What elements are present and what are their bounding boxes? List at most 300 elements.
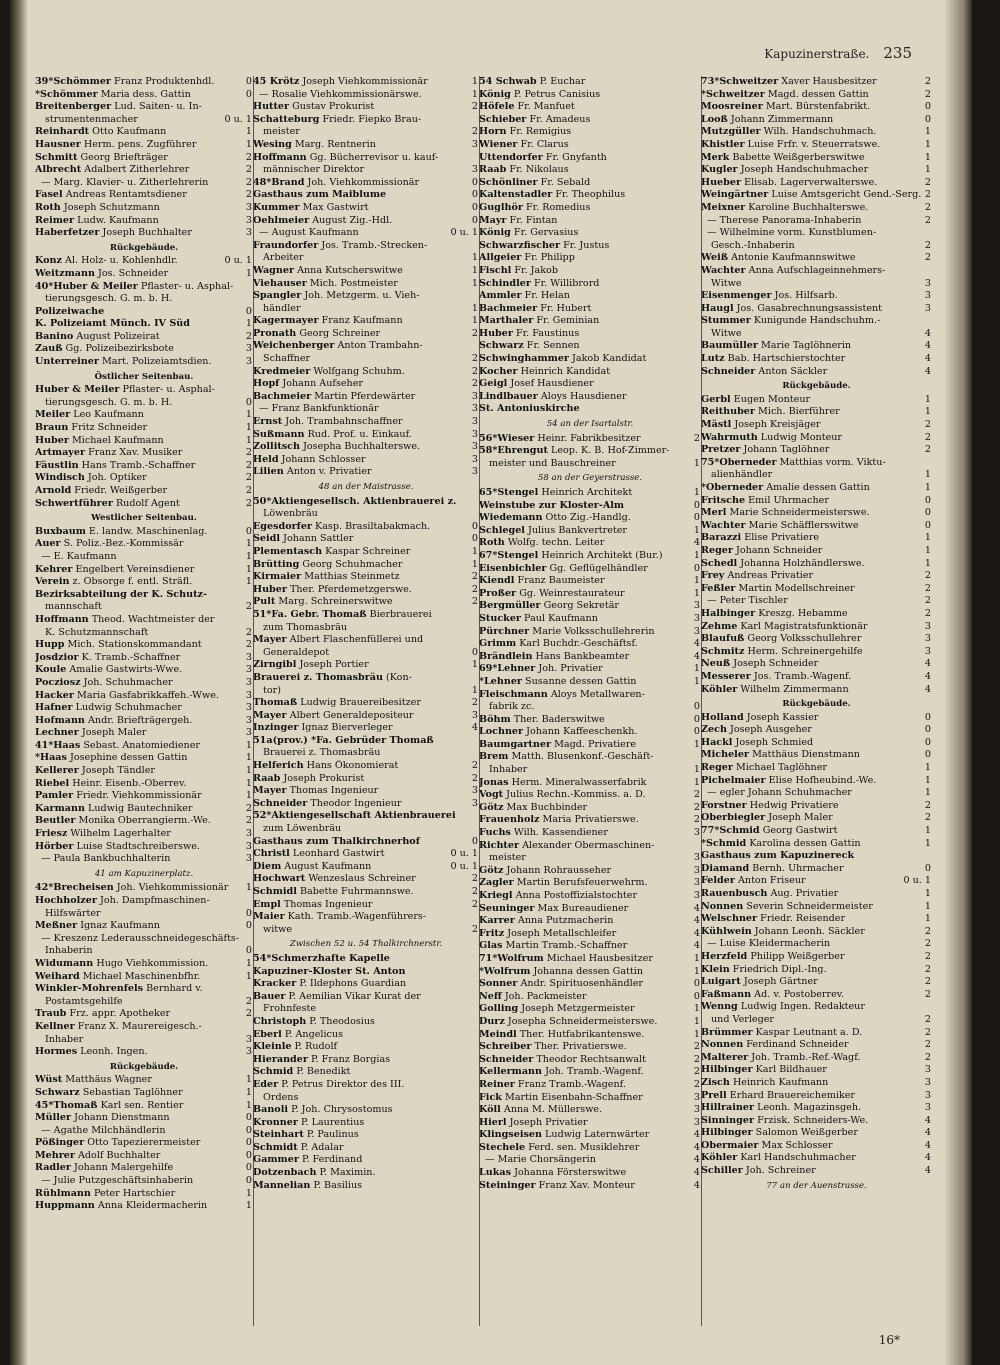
occupation: Max Buchbinder <box>506 801 588 813</box>
floor-number: 2 <box>924 582 931 594</box>
directory-entry <box>253 533 479 546</box>
floor-number: 0 <box>471 201 478 213</box>
resident-name: Fuchs <box>479 827 511 839</box>
resident-name: Schieber <box>479 113 527 125</box>
floor-number: 2 <box>471 760 478 772</box>
floor-number: 2 <box>245 447 252 459</box>
occupation: Heinrich Architekt <box>541 487 633 498</box>
directory-entry <box>701 1039 932 1052</box>
occupation: Fr. Faustinus <box>515 327 580 339</box>
resident-name: 39*Schömmer <box>35 76 111 87</box>
resident-name: Baumgartner <box>479 738 551 750</box>
floor-number: 3 <box>693 1104 700 1116</box>
entry-continuation <box>253 747 479 760</box>
directory-entry <box>701 658 932 671</box>
directory-entry <box>479 126 701 139</box>
resident-name: Schiller <box>701 1165 743 1177</box>
occupation: Pflaster- u. Asphal- <box>140 280 234 292</box>
continuation-text: Löwenbräu <box>263 508 318 520</box>
floor-number: 0 <box>245 305 252 317</box>
occupation: Luise Amtsgericht Gend.-Serg. <box>771 189 922 201</box>
resident-name: Held <box>253 453 279 465</box>
continuation-text: Schaffner <box>263 353 311 365</box>
floor-number: 2 <box>924 976 931 988</box>
floor-number: 3 <box>693 864 700 876</box>
directory-entry <box>35 447 253 460</box>
resident-name: *Schweitzer <box>701 88 765 100</box>
occupation: Otto Tapezierermeister <box>87 1137 201 1149</box>
occupation: Gg. Bücherrevisor u. kauf- <box>309 151 439 163</box>
directory-entry <box>253 609 479 622</box>
floor-number: 1 <box>245 563 252 575</box>
resident-name: Ernst <box>253 416 283 428</box>
directory-entry <box>35 1188 253 1201</box>
resident-name: *Oberneder <box>701 482 764 493</box>
occupation: Julius Bankvertreter <box>528 524 628 536</box>
resident-name: Klein <box>701 963 730 975</box>
resident-name: Pürchner <box>479 625 530 637</box>
directory-entry <box>253 697 479 710</box>
resident-name: K. Polizeiamt Münch. IV Süd <box>35 318 190 330</box>
occupation: P. Benedikt <box>296 1066 351 1078</box>
floor-number: 1 <box>245 538 252 550</box>
directory-entry <box>701 1027 932 1040</box>
directory-entry <box>253 1054 479 1067</box>
occupation: Fr. Sennen <box>526 340 580 352</box>
occupation: Babette Fuhrmannswe. <box>299 886 414 897</box>
floor-number: 3 <box>245 343 252 355</box>
directory-entry <box>253 710 479 723</box>
resident-name: Weichenberger <box>253 340 335 352</box>
resident-name: Roth <box>35 201 61 213</box>
resident-name: Felder <box>701 875 735 887</box>
resident-name: Unterreiner <box>35 356 99 368</box>
directory-entry <box>701 724 932 737</box>
floor-number: 1 <box>924 787 931 799</box>
occupation: Albert Generaldepositeur <box>289 709 414 721</box>
floor-number: 2 <box>924 1051 931 1063</box>
floor-number: 3 <box>924 1064 931 1076</box>
occupation: Bernhard v. <box>146 983 203 995</box>
directory-entry <box>253 672 479 685</box>
resident-name: Schreiber <box>479 1041 532 1053</box>
occupation: Amalie dessen Gattin <box>766 482 870 493</box>
directory-entry <box>253 1066 479 1079</box>
entry-continuation <box>479 764 701 777</box>
floor-number: 0 <box>471 520 478 532</box>
resident-name: 58*Ehrengut <box>479 445 548 457</box>
continuation-text: Postamtsgehilfe <box>45 995 123 1007</box>
resident-name: Fleischmann <box>479 688 548 700</box>
occupation: Joh. Viehkommissionär <box>307 176 420 188</box>
directory-entry <box>35 1150 253 1163</box>
directory-entry <box>701 838 932 851</box>
occupation: August Zig.-Hdl. <box>312 214 393 226</box>
resident-name: Schwarzfischer <box>479 239 561 251</box>
occupation: Mart. Bürstenfabrikt. <box>765 101 871 113</box>
directory-entry <box>479 940 701 953</box>
directory-entry <box>701 913 932 926</box>
occupation: Kreszg. Hebamme <box>758 607 848 619</box>
resident-name: Schwarz <box>479 340 524 352</box>
resident-name: Mannelian <box>253 1179 311 1191</box>
resident-name: Mutzgüller <box>701 126 761 138</box>
occupation: Frz. appr. Apotheker <box>69 1008 171 1020</box>
directory-entry <box>35 589 253 602</box>
directory-entry <box>479 600 701 613</box>
occupation: Ther. Hutfabrikantenswe. <box>519 1028 645 1040</box>
resident-name: König <box>479 88 511 100</box>
floor-number: 4 <box>924 683 931 695</box>
floor-number: 3 <box>471 453 478 465</box>
floor-number: 0 <box>471 176 478 188</box>
occupation: Fr. Gervasius <box>513 227 579 239</box>
occupation: Joseph Schmied <box>735 736 814 748</box>
occupation: Theodor Ingenieur <box>310 797 402 809</box>
directory-entry <box>35 268 253 281</box>
floor-number: 2 <box>471 697 478 709</box>
occupation: Joseph Metzgermeister <box>521 1003 635 1015</box>
directory-entry <box>479 240 701 253</box>
continuation-text: Inhaber <box>489 764 528 776</box>
directory-entry <box>479 265 701 278</box>
street-heading: Kapuzinerstraße. <box>764 47 870 61</box>
occupation: Leop. K. B. Hof-Zimmer- <box>550 445 670 457</box>
directory-entry <box>253 760 479 773</box>
resident-name: Hillrainer <box>701 1102 755 1114</box>
occupation: P. Petrus Direktor des III. <box>281 1078 405 1090</box>
floor-number: 3 <box>693 877 700 889</box>
directory-entry <box>35 639 253 652</box>
entry-continuation <box>253 685 479 698</box>
occupation: Wolfgang Schuhm. <box>313 365 405 377</box>
resident-name: Welschner <box>701 913 758 925</box>
occupation: Maria dess. Gattin <box>100 88 191 100</box>
entry-continuation <box>35 996 253 1009</box>
occupation: Jos. Schneider <box>98 267 169 279</box>
occupation: Fr. Helan <box>524 290 570 302</box>
directory-entry <box>479 890 701 903</box>
occupation: Joh. Schreiner <box>745 1165 816 1177</box>
occupation: Xaver Hausbesitzer <box>781 76 877 87</box>
page-edge-shadow <box>944 0 972 1365</box>
floor-number: 2 <box>924 799 931 811</box>
occupation: Andreas Privatier <box>727 570 814 582</box>
occupation: Fr. Nikolaus <box>509 164 569 176</box>
floor-number: 2 <box>471 886 478 897</box>
occupation: Jakob Kandidat <box>572 353 647 365</box>
directory-entry <box>701 671 932 684</box>
resident-name: Kracker <box>253 978 297 990</box>
family-member: — egler Johann Schuhmacher <box>707 787 852 799</box>
directory-entry <box>35 715 253 728</box>
entry-continuation <box>701 1014 932 1027</box>
resident-name: 48*Brand <box>253 176 305 188</box>
directory-entry <box>253 521 479 534</box>
occupation: Fr. Fintan <box>509 214 558 226</box>
floor-number: 1 <box>245 409 252 421</box>
resident-name: Hörber <box>35 840 74 852</box>
directory-entry <box>479 487 701 500</box>
occupation: Gg. Weinrestaurateur <box>519 587 625 599</box>
occupation: Joh. Metzgerm. u. Vieh- <box>304 290 420 302</box>
directory-entry <box>253 378 479 391</box>
resident-name: Diamand <box>701 862 750 874</box>
floor-number: 2 <box>245 459 252 471</box>
resident-name: Vogt <box>479 789 504 801</box>
occupation: Matth. Blusenkonf.-Geschäft- <box>511 751 654 763</box>
resident-name: Fraundorfer <box>253 239 319 251</box>
occupation: Bernh. Uhrmacher <box>752 862 844 874</box>
directory-entry <box>35 460 253 473</box>
floor-number: 3 <box>245 727 252 739</box>
floor-number: 2 <box>245 995 252 1007</box>
directory-entry <box>35 790 253 803</box>
floor-number: 1 <box>245 765 252 777</box>
floor-number: 2 <box>924 201 931 213</box>
occupation: Wenzeslaus Schreiner <box>308 873 416 885</box>
continuation-text: zum Thomasbräu <box>263 621 348 633</box>
directory-entry <box>479 1079 701 1092</box>
directory-entry <box>701 583 932 596</box>
resident-name: Eisenbichler <box>479 562 547 574</box>
directory-entry <box>253 1154 479 1167</box>
occupation: Josef Hausdiener <box>510 378 594 390</box>
resident-name: Gerbl <box>701 393 731 405</box>
occupation: Johanna dessen Gattin <box>533 965 643 977</box>
resident-name: Kummer <box>253 201 300 213</box>
entry-continuation <box>701 278 932 291</box>
floor-number: 1 <box>245 1086 252 1098</box>
directory-entry <box>479 877 701 890</box>
floor-number: 3 <box>693 852 700 864</box>
floor-number: 1 <box>245 1200 252 1212</box>
directory-entry <box>701 419 932 432</box>
resident-name: Wesing <box>253 138 292 150</box>
directory-entry <box>253 735 479 748</box>
resident-name: Wachter <box>701 519 746 531</box>
occupation: Alexander Obermaschinen- <box>522 839 655 851</box>
resident-name: Moosreiner <box>701 101 763 113</box>
occupation: Friedrich Dipl.-Ing. <box>732 963 827 975</box>
directory-entry <box>701 76 932 89</box>
resident-name: Böhm <box>479 713 511 725</box>
resident-name: Schatteburg <box>253 113 320 125</box>
directory-entry <box>35 958 253 971</box>
resident-name: Schmidt <box>253 1141 298 1153</box>
directory-entry <box>35 422 253 435</box>
resident-name: Mayer <box>253 634 287 646</box>
continuation-text: Gesch.-Inhaberin <box>711 239 795 251</box>
floor-number: 3 <box>471 785 478 797</box>
occupation: Ludwig Schuhmacher <box>75 702 182 714</box>
occupation: Ludw. Kaufmann <box>77 214 159 226</box>
family-member: — Wilhelmine vorm. Kunstblumen- <box>707 227 877 239</box>
resident-name: Zech <box>701 724 727 736</box>
family-entry <box>701 227 932 240</box>
floor-number: 1 <box>693 675 700 687</box>
occupation: Karl Magistratsfunktionär <box>740 620 868 632</box>
resident-name: 51a(prov.) *Fa. Gebrüder Thomaß <box>253 734 434 746</box>
floor-number: 1 <box>245 267 252 279</box>
occupation: Philipp Weißgerber <box>750 950 845 962</box>
resident-name: 54 Schwab <box>479 76 537 87</box>
directory-entry <box>479 391 701 404</box>
occupation: Kaspar Leutnant a. D. <box>755 1026 863 1038</box>
floor-number: 4 <box>693 940 700 952</box>
directory-entry <box>253 391 479 404</box>
section-heading: Rückgebäude. <box>109 1061 179 1072</box>
occupation: Bab. Hartschierstochter <box>727 353 846 365</box>
floor-number: 3 <box>924 277 931 289</box>
resident-name: Ammler <box>479 290 522 302</box>
family-entry <box>35 1125 253 1138</box>
resident-name: Sinninger <box>701 1114 755 1126</box>
resident-name: Lindlbauer <box>479 390 538 402</box>
occupation: Wilhelm Lagerhalter <box>70 828 171 840</box>
occupation: Joseph Handschuhmacher <box>740 164 869 176</box>
directory-entry <box>253 1016 479 1029</box>
resident-name: Rauenbusch <box>701 888 768 899</box>
floor-number: 1 <box>924 913 931 925</box>
floor-number: 1 <box>245 422 252 434</box>
directory-entry <box>479 588 701 601</box>
directory-entry <box>479 789 701 802</box>
directory-entry <box>253 496 479 509</box>
resident-name: 69*Lehner <box>479 663 536 675</box>
occupation: Elise Hofheubind.-We. <box>768 774 877 786</box>
directory-entry <box>35 1074 253 1087</box>
directory-entry <box>35 1137 253 1150</box>
resident-name: Brauerei z. Thomasbräu <box>253 671 383 683</box>
street-reference: 58 an der Geyerstrasse. <box>537 473 643 484</box>
resident-name: Fasel <box>35 189 63 201</box>
floor-number: 4 <box>693 915 700 927</box>
floor-number: 0 <box>693 726 700 738</box>
occupation: Martin Eisenbahn-Schaffner <box>505 1091 643 1103</box>
resident-name: Friesz <box>35 828 68 840</box>
directory-entry <box>479 445 701 458</box>
occupation: Erhard Brauereichemiker <box>729 1089 856 1101</box>
family-entry <box>35 853 253 866</box>
directory-entry <box>253 466 479 479</box>
entry-continuation <box>253 353 479 366</box>
resident-name: Brem <box>479 751 509 763</box>
floor-number: 3 <box>245 1046 252 1058</box>
occupation: Luise Frfr. v. Steuerratswe. <box>747 138 881 150</box>
floor-number: 4 <box>693 927 700 939</box>
column-4 <box>701 76 932 1194</box>
family-member: — Julie Putzgeschäftsinhaberin <box>41 1175 194 1187</box>
resident-name: Fischl <box>479 264 512 276</box>
floor-number: 3 <box>924 1076 931 1088</box>
floor-number: 1 <box>245 739 252 751</box>
resident-name: Kapuziner-Kloster St. Anton <box>253 965 406 977</box>
occupation: P. Rudolf <box>294 1041 338 1053</box>
directory-entry <box>253 101 479 114</box>
occupation: Wolfg. techn. Leiter <box>507 537 605 549</box>
floor-number: 2 <box>471 365 478 377</box>
occupation: Rudolf Agent <box>115 497 180 509</box>
occupation: Joh. Trambahnschaffner <box>285 416 403 428</box>
resident-name: Meindl <box>479 1028 517 1040</box>
resident-name: Meiler <box>35 409 71 421</box>
resident-name: 45*Thomaß <box>35 1099 98 1111</box>
directory-entry <box>701 1001 932 1014</box>
floor-number: 1 <box>693 764 700 776</box>
floor-number: 0 <box>471 189 478 201</box>
occupation: Hans Bankbeamter <box>535 650 630 662</box>
resident-name: Hopf <box>253 378 280 390</box>
directory-entry <box>701 1090 932 1103</box>
directory-entry <box>701 1077 932 1090</box>
resident-name: Kriegl <box>479 890 513 901</box>
resident-name: Schneider <box>479 1053 534 1065</box>
continuation-text: Inhaber <box>45 1033 84 1045</box>
occupation: P. Franz Borgias <box>311 1053 391 1065</box>
column-3 <box>479 76 701 1192</box>
resident-name: Steininger <box>479 1179 536 1191</box>
family-entry <box>479 1154 701 1167</box>
floor-number: 1 <box>471 558 478 570</box>
occupation: Ignaz Kaufmann <box>80 920 160 932</box>
resident-name: 51*Fa. Gebr. Thomaß <box>253 608 367 620</box>
occupation: Wilh. Kassendiener <box>513 827 608 839</box>
directory-entry <box>479 101 701 114</box>
occupation: Marie Schäfflerswitwe <box>748 519 859 531</box>
directory-entry <box>479 378 701 391</box>
occupation: Hedwig Privatiere <box>749 799 839 811</box>
occupation: Albert Flaschenfüllerei und <box>289 634 424 646</box>
directory-entry <box>35 101 253 114</box>
occupation: Fr. Sebald <box>540 176 591 188</box>
resident-name: Köll <box>479 1104 501 1116</box>
directory-entry <box>35 189 253 202</box>
floor-number: 2 <box>245 189 252 201</box>
occupation: Marie Taglöhnerin <box>760 340 852 352</box>
directory-entry <box>35 538 253 551</box>
floor-number: 2 <box>471 772 478 784</box>
directory-entry <box>253 953 479 966</box>
column-2 <box>253 76 479 1192</box>
directory-entry <box>35 318 253 331</box>
entry-continuation <box>479 458 701 471</box>
entry-continuation <box>253 1092 479 1105</box>
resident-name: Windisch <box>35 472 85 484</box>
directory-entry <box>701 901 932 914</box>
resident-name: Köhler <box>701 683 738 695</box>
continuation-text: Ordens <box>263 1091 299 1103</box>
occupation: Herm. Schreinergehilfe <box>747 645 863 657</box>
occupation: Ad. v. Postoberrev. <box>754 988 845 1000</box>
resident-name: Bachmeier <box>479 302 538 314</box>
directory-entry <box>253 571 479 584</box>
occupation: Johann Sattler <box>283 533 354 545</box>
directory-entry <box>479 814 701 827</box>
floor-number: 0 <box>693 713 700 725</box>
occupation: Michael Maschinenbfhr. <box>82 970 201 982</box>
directory-entry <box>479 114 701 127</box>
resident-name: Hausner <box>35 138 81 150</box>
occupation: Wilhelm Zimmermann <box>740 683 849 695</box>
resident-name: 50*Aktiengesellsch. Aktienbrauerei z. <box>253 495 457 507</box>
occupation: Engelbert Vereinsdiener <box>75 563 195 575</box>
resident-name: Auer <box>35 538 61 550</box>
floor-number: 0 u. 1 <box>450 860 478 872</box>
floor-number: 1 <box>924 469 931 481</box>
resident-name: Faßmann <box>701 988 752 1000</box>
occupation: Franz X. Maurereigesch.- <box>77 1020 202 1032</box>
